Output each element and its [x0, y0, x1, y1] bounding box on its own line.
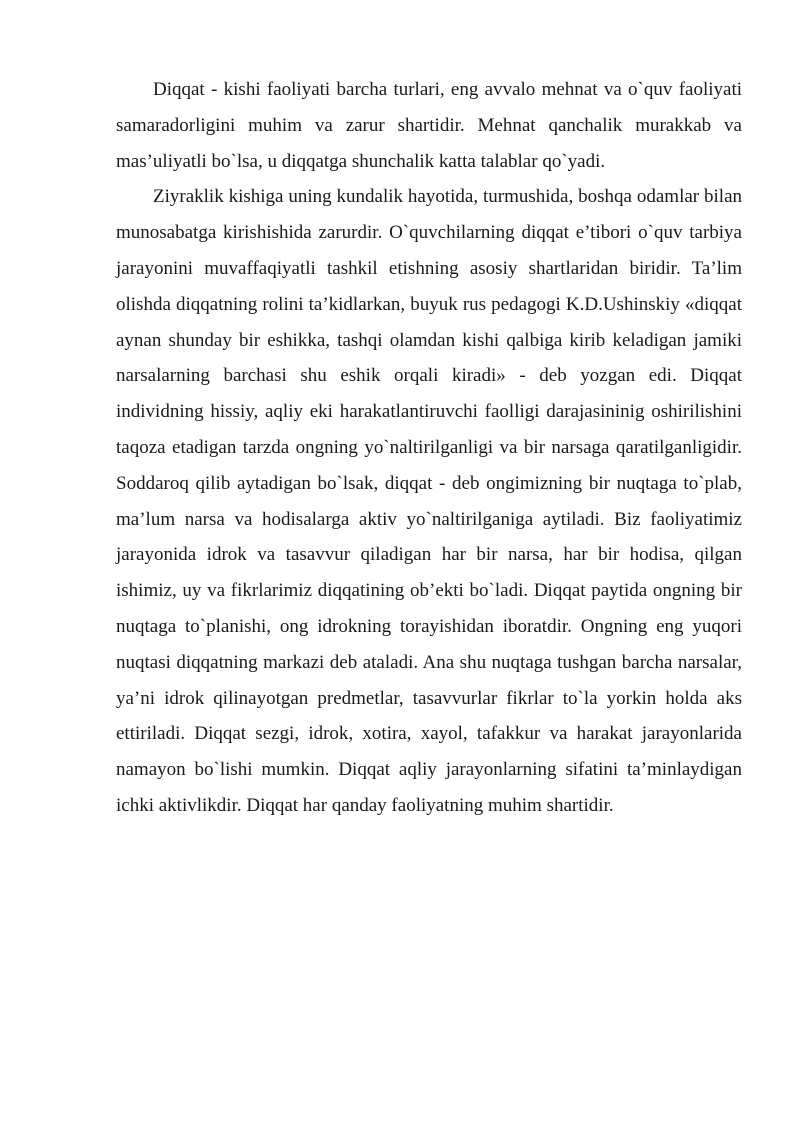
document-page	[116, 72, 742, 824]
paragraph-2: Ziyraklik kishiga uning kundalik hayotida, turmushida, boshqa odamlar bilan munosabatga kirishishida zarurdir. O`quvchilarning diqqat e’tibori o`quv tarbiya jarayonini muvaffaqiyatli tashkil etishning asosiy shartlaridan biridir. Ta’lim olishda diqqatning rolini ta’kidlarkan, buyuk rus pedagogi K.D.Ushinskiy «diqqat aynan shunday bir eshikka, tashqi olamdan kishi qalbiga kirib keladigan jamiki narsalarning barchasi shu eshik orqali kiradi» - deb yozgan edi. Diqqat individning hissiy, aqliy eki harakatlantiruvchi faolligi darajasininig oshirilishini taqoza etadigan tarzda ongning yo`naltirilganligi va bir narsaga qaratilganligidir. Soddaroq qilib aytadigan bo`lsak, diqqat - deb ongimizning bir nuqtaga to`plab, ma’lum narsa va hodisalarga aktiv yo`naltirilganiga aytiladi. Biz faoliyatimiz jarayonida idrok va tasavvur qiladigan har bir narsa, har bir hodisa, qilgan ishimiz, uy va fikrlarimiz diqqatining ob’ekti bo`ladi. Diqqat paytida ongning bir nuqtaga to`planishi, ong idrokning torayishidan iboratdir. Ongning eng yuqori nuqtasi diqqatning markazi deb ataladi. Ana shu nuqtaga tushgan barcha narsalar, ya’ni idrok qilinayotgan predmetlar, tasavvurlar fikrlar to`la yorkin holda aks ettiriladi. Diqqat sezgi, idrok, xotira, xayol, tafakkur va harakat jarayonlarida namayon bo`lishi mumkin. Diqqat aqliy jarayonlarning sifatini ta’minlaydigan ichki aktivlikdir. Diqqat har qanday faoliyatning muhim shartidir.	[116, 186, 742, 816]
paragraph-1: Diqqat - kishi faoliyati barcha turlari, eng avvalo mehnat va o`quv faoliyati samaradorligini muhim va zarur shartidir. Mehnat qanchalik murakkab va mas’uliyatli bo`lsa, u diqqatga shunchalik katta talablar qo`yadi.	[116, 79, 742, 172]
